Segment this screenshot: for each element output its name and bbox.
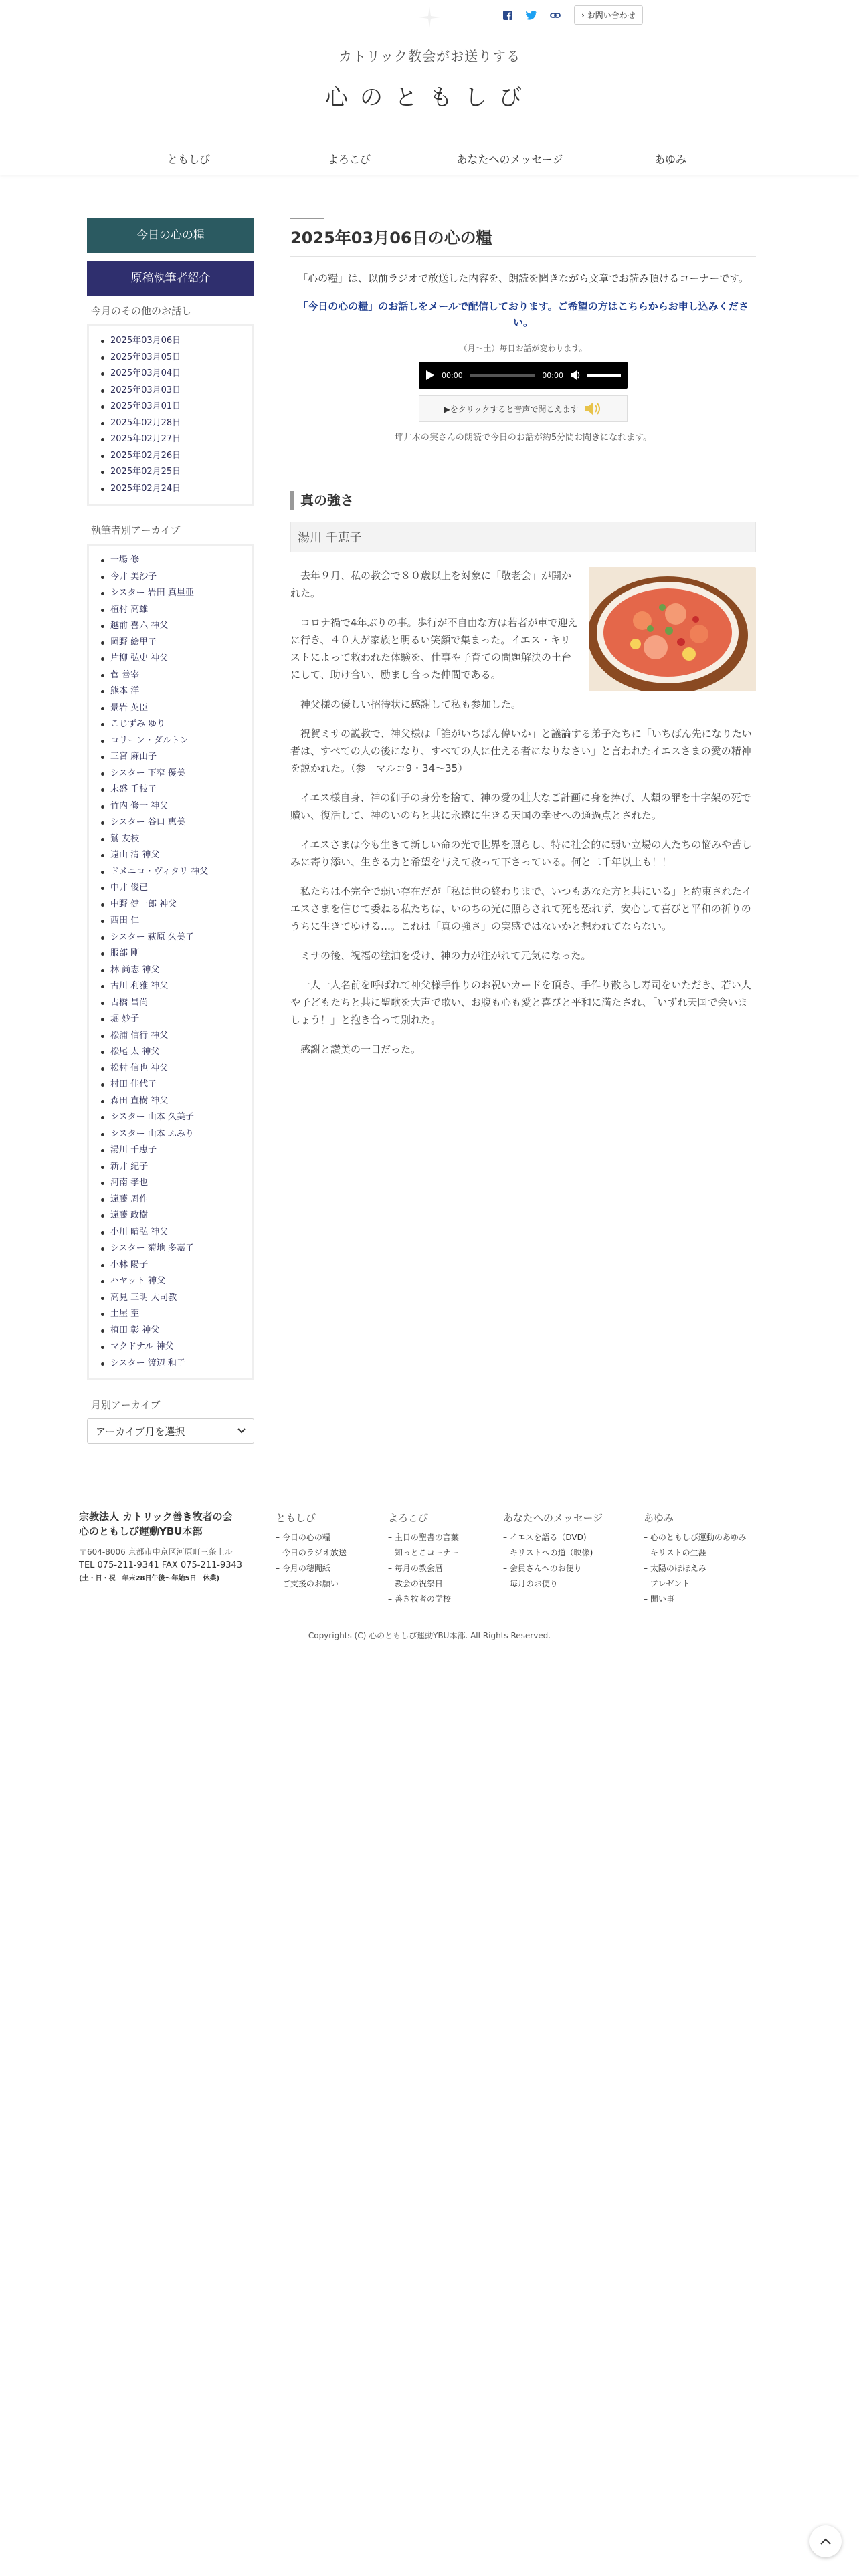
author-list-item[interactable]: シスター 下窄 優美 (98, 766, 246, 782)
author-list-box (87, 544, 254, 1380)
date-list-item[interactable]: 2025年03月04日 (98, 366, 246, 383)
author-list-item[interactable]: 新井 紀子 (98, 1159, 246, 1176)
footer-link[interactable]: – キリストへの道（映像) (503, 1548, 593, 1558)
facebook-icon[interactable] (503, 11, 512, 20)
author-list-item[interactable]: シスター 山本 久美子 (98, 1109, 246, 1126)
site-logo[interactable]: 心のともしび (325, 84, 534, 111)
footer-link[interactable]: – 今日の心の糧 (276, 1533, 330, 1542)
other-talks-heading: 今月のその他のお話し (91, 305, 192, 317)
author-list-item[interactable]: 中野 健一郎 神父 (98, 897, 246, 914)
intro-text: 「心の糧」は、以前ラジオで放送した内容を、朗読を聞きながら文章でお読み頂けるコーナーです。 (298, 272, 749, 284)
twitter-icon[interactable] (526, 11, 537, 20)
article-paragraph: 一人一人名前を呼ばれて神父様手作りのお祝いカードを頂き、手作り散らし寿司をいただき、若い人や子どもたちと共に聖歌を大声で歌い、お腹も心も愛と喜びと平和に満たされ、「いずれ天国で会いましょう！」と抱き合って別れた。 (290, 979, 751, 1026)
back-to-top-button[interactable] (809, 2525, 842, 2557)
author-list-item[interactable]: 松尾 太 神父 (98, 1044, 246, 1061)
authors-intro-button[interactable]: 原稿執筆者紹介 (87, 261, 254, 296)
date-list-item[interactable]: 2025年02月26日 (98, 448, 246, 465)
contact-button[interactable] (574, 5, 643, 25)
footer-link[interactable]: – プレゼント (644, 1579, 690, 1588)
footer-column (503, 1511, 603, 1592)
footer-link[interactable]: – 毎月のお便り (503, 1579, 558, 1588)
author-list-item[interactable]: 堀 妙子 (98, 1011, 246, 1028)
author-list-item[interactable]: 景岩 英臣 (98, 700, 246, 717)
audio-hint-label: ▶をクリックすると音声で聞こえます (444, 404, 579, 414)
title-rule (290, 218, 324, 219)
author-list-item[interactable]: 一場 修 (98, 552, 246, 569)
author-list-item[interactable]: 松村 信也 神父 (98, 1061, 246, 1077)
author-list-item[interactable]: 森田 直樹 神父 (98, 1093, 246, 1110)
author-list-item[interactable]: マクドナル 神父 (98, 1339, 246, 1356)
date-list-item[interactable]: 2025年02月25日 (98, 464, 246, 481)
today-kokoro-button[interactable]: 今日の心の糧 (87, 218, 254, 253)
footer-link[interactable]: – 善き牧者の学校 (388, 1594, 451, 1604)
author-list-item[interactable]: シスター 谷口 恵美 (98, 815, 246, 831)
mail-signup-link[interactable]: 「今日の心の糧」のお話しをメールで配信しております。ご希望の方はこちらからお申し込みください。 (298, 300, 749, 328)
article-paragraph: 感謝と讃美の一日だった。 (300, 1043, 421, 1055)
author-list-item[interactable]: 服部 剛 (98, 946, 246, 962)
chevron-right-icon: › (581, 11, 585, 20)
author-list-item[interactable]: 竹内 修一 神父 (98, 798, 246, 815)
author-list-item[interactable]: 高見 三明 大司教 (98, 1290, 246, 1307)
schedule-note: （月〜土）毎日お話が変わります。 (459, 344, 587, 353)
monthly-archive-select[interactable] (87, 1418, 254, 1444)
cross-sparkle-icon (417, 5, 442, 29)
site-tagline: カトリック教会がお送りする (338, 48, 521, 64)
date-list-item[interactable]: 2025年03月01日 (98, 399, 246, 415)
monthly-archive-heading: 月別アーカイブ (91, 1399, 161, 1411)
author-list-item[interactable]: 熊本 洋 (98, 683, 246, 700)
copyright: Copyrights (C) 心のともしび運動YBU本部. All Rights Reserved. (308, 1631, 551, 1640)
article-paragraph: イエスさまは今も生きて新しい命の光で世界を照らし、特に社会的に弱い立場の人たちの悩みや苦しみに寄り添い、生きる力と希望を与えて救って下さっている。何と二千年以上も！！ (290, 839, 752, 868)
author-list-item[interactable]: 古橋 昌尚 (98, 995, 246, 1012)
author-list-item[interactable]: 遠藤 政樹 (98, 1208, 246, 1224)
article-paragraph: 私たちは不完全で弱い存在だが「私は世の終わりまで、いつもあなた方と共にいる」と約束されたイエスさまを信じて委ねる私たちは、いのちの光に照らされて死も恐れず、安心して喜びと平和の祈りのうちに生きてゆける…。これは「真の強さ」の実感ではないかと想われてならない。 (290, 885, 752, 932)
author-list-item[interactable]: 三宮 麻由子 (98, 749, 246, 766)
footer-tel: TEL 075-211-9341 FAX 075-211-9343 (79, 1560, 243, 1570)
date-list-item[interactable]: 2025年03月05日 (98, 350, 246, 366)
nav-item-ayumi[interactable]: あゆみ (654, 153, 686, 166)
author-list-item[interactable]: シスター 萩原 久美子 (98, 930, 246, 946)
contact-label: お問い合わせ (587, 11, 636, 20)
author-list-item[interactable]: シスター 菊地 多嘉子 (98, 1241, 246, 1257)
author-list-item[interactable]: シスター 渡辺 和子 (98, 1356, 246, 1372)
main-nav (0, 144, 859, 175)
author-list-item[interactable]: こじずみ ゆり (98, 716, 246, 733)
footer-link[interactable]: – 知っとこコーナー (388, 1548, 459, 1558)
author-name: 湯川 千恵子 (290, 522, 756, 552)
footer-link[interactable]: – 心のともしび運動のあゆみ (644, 1533, 747, 1542)
footer-address: 〒604-8006 京都市中京区河原町三条上ル (79, 1547, 233, 1557)
chevron-down-icon (237, 1428, 246, 1434)
site-footer (0, 1481, 859, 1668)
main-content (290, 218, 756, 1070)
top-utility-bar (503, 5, 643, 25)
footer-column (388, 1511, 459, 1607)
article-paragraph: 神父様の優しい招待状に感謝して私も参加した。 (300, 698, 522, 710)
date-list-item[interactable]: 2025年03月06日 (98, 333, 246, 350)
footer-link[interactable]: – 主日の聖書の言葉 (388, 1533, 459, 1542)
article-paragraph: イエス様自身、神の御子の身分を捨て、神の愛の壮大なご計画に身を捧げ、人類の罪を十字架の死で贖い、復活して、神のいのちと共に永遠に生きる天国の幸せへの通過点とされた。 (290, 792, 751, 821)
volume-icon[interactable] (570, 370, 581, 380)
footer-link[interactable]: – 会員さんへのお便り (503, 1564, 582, 1573)
reader-note: 坪井木の実さんの朗読で今日のお話が約5分間お聞きになれます。 (394, 433, 652, 443)
author-list-item[interactable]: 小川 晴弘 神父 (98, 1224, 246, 1241)
article-paragraph: 祝賀ミサの説教で、神父様は「誰がいちばん偉いか」と議論する弟子たちに「いちばん先になりたい者は、すべての人の後になり、すべての人に仕える者になりなさい」と言われたイエスさまの愛の精神を説かれた。（参 マルコ9・34〜35） (290, 728, 752, 774)
author-list (98, 552, 246, 1372)
author-list-item[interactable]: 遠藤 周作 (98, 1192, 246, 1208)
article-paragraph: コロナ禍で4年ぶりの事。歩行が不自由な方は若者が車で迎えに行き、４０人が家族と明るい笑顔で集まった。イエス・キリストによって救われた体験を、仕事や子育ての問題解決の土台にして、助け合い、励まし合った仲間である。 (290, 617, 578, 681)
author-list-item[interactable]: 鷲 友枝 (98, 831, 246, 848)
author-list-item[interactable]: 林 尚志 神父 (98, 962, 246, 979)
volume-slider[interactable] (587, 374, 621, 377)
play-icon[interactable] (425, 370, 435, 381)
author-list-item[interactable]: シスター 岩田 真里亜 (98, 585, 246, 602)
author-list-item[interactable]: 遠山 清 神父 (98, 847, 246, 864)
chirashi-sushi-photo (589, 567, 756, 691)
footer-column (276, 1511, 347, 1592)
nav-item-tomoshibi[interactable]: ともしび (167, 153, 210, 166)
footer-column-heading[interactable]: ともしび (276, 1512, 316, 1524)
author-list-item[interactable]: コリーン・ダルトン (98, 733, 246, 750)
footer-hours: (土・日・祝 年末28日午後〜年始5日 休業) (79, 1575, 220, 1582)
author-list-item[interactable]: 菅 善宰 (98, 667, 246, 684)
footer-column-heading[interactable]: よろこび (388, 1512, 429, 1524)
date-list-item[interactable]: 2025年02月24日 (98, 481, 246, 498)
author-list-item[interactable]: 片柳 弘史 神父 (98, 651, 246, 667)
footer-link[interactable]: – 開い事 (644, 1594, 674, 1604)
footer-link[interactable]: – 毎月の教会暦 (388, 1564, 443, 1573)
author-list-item[interactable]: 今井 美沙子 (98, 569, 246, 586)
author-list-item[interactable]: 小林 陽子 (98, 1257, 246, 1274)
author-list-item[interactable]: 岡野 絵里子 (98, 635, 246, 651)
author-list-item[interactable]: 西田 仁 (98, 913, 246, 930)
author-list-item[interactable]: 中井 俊已 (98, 880, 246, 897)
author-list-item[interactable]: 村田 佳代子 (98, 1077, 246, 1093)
footer-link[interactable]: – 教会の祝祭日 (388, 1579, 443, 1588)
footer-link[interactable]: – 太陽のほほえみ (644, 1564, 706, 1573)
article-paragraph: 去年９月、私の教会で８０歳以上を対象に「敬老会」が開かれた。 (290, 570, 572, 599)
date-list-item[interactable]: 2025年02月27日 (98, 431, 246, 448)
article-paragraph: ミサの後、祝福の塗油を受け、神の力が注がれて元気になった。 (300, 950, 591, 962)
footer-column (644, 1511, 747, 1607)
date-list-box (87, 324, 254, 506)
section-title: 真の強さ (290, 491, 756, 510)
author-list-item[interactable]: ハヤット 神父 (98, 1273, 246, 1290)
footer-org-name: 宗教法人 カトリック善き牧者の会 (79, 1511, 233, 1523)
sidebar (87, 218, 254, 1444)
footer-link[interactable]: – 今日のラジオ放送 (276, 1548, 347, 1558)
nav-item-yorokobi[interactable]: よろこび (327, 153, 371, 166)
footer-link[interactable]: – ご支援のお願い (276, 1579, 339, 1588)
audio-current-time: 00:00 (442, 370, 463, 380)
footer-org-headquarters: 心のともしび運動YBU本部 (79, 1525, 203, 1537)
author-list-item[interactable]: 湯川 千恵子 (98, 1142, 246, 1159)
author-list-item[interactable]: 末盛 千枝子 (98, 782, 246, 798)
audio-hint-box (419, 395, 628, 422)
chevron-up-icon (820, 2538, 831, 2545)
author-list-item[interactable]: 植田 彰 神父 (98, 1323, 246, 1339)
author-list-item[interactable]: 河南 孝也 (98, 1175, 246, 1192)
audio-player[interactable] (419, 362, 628, 389)
footer-link[interactable]: – キリストの生涯 (644, 1548, 706, 1558)
author-list-item[interactable]: 古川 利雅 神父 (98, 978, 246, 995)
author-list-item[interactable]: 松浦 信行 神父 (98, 1028, 246, 1045)
link-icon[interactable] (550, 11, 561, 20)
author-list-item[interactable]: 越前 喜六 神父 (98, 618, 246, 635)
footer-column-heading[interactable]: あゆみ (644, 1512, 674, 1524)
page-title: 2025年03月06日の心の糧 (290, 225, 756, 257)
monthly-select-value: アーカイブ月を選択 (96, 1425, 185, 1438)
date-list (98, 333, 246, 497)
author-list-item[interactable]: ドメニコ・ヴィタリ 神父 (98, 864, 246, 881)
audio-duration: 00:00 (542, 370, 563, 380)
site-header (0, 0, 859, 175)
authors-archive-heading: 執筆者別アーカイブ (91, 524, 181, 536)
footer-org-info (79, 1509, 266, 1586)
nav-item-message[interactable]: あなたへのメッセージ (456, 153, 563, 166)
article-body (290, 567, 756, 1058)
footer-column-heading[interactable]: あなたへのメッセージ (503, 1512, 603, 1524)
speaker-icon (583, 401, 602, 416)
footer-link[interactable]: – 今月の穂聞紙 (276, 1564, 330, 1573)
audio-progress-track[interactable] (470, 374, 536, 377)
date-list-item[interactable]: 2025年03月03日 (98, 383, 246, 399)
footer-link[interactable]: – イエスを語る（DVD) (503, 1533, 587, 1542)
author-list-item[interactable]: 植村 高雄 (98, 602, 246, 619)
date-list-item[interactable]: 2025年02月28日 (98, 415, 246, 432)
author-list-item[interactable]: シスター 山本 ふみり (98, 1126, 246, 1143)
author-list-item[interactable]: 土屋 至 (98, 1306, 246, 1323)
